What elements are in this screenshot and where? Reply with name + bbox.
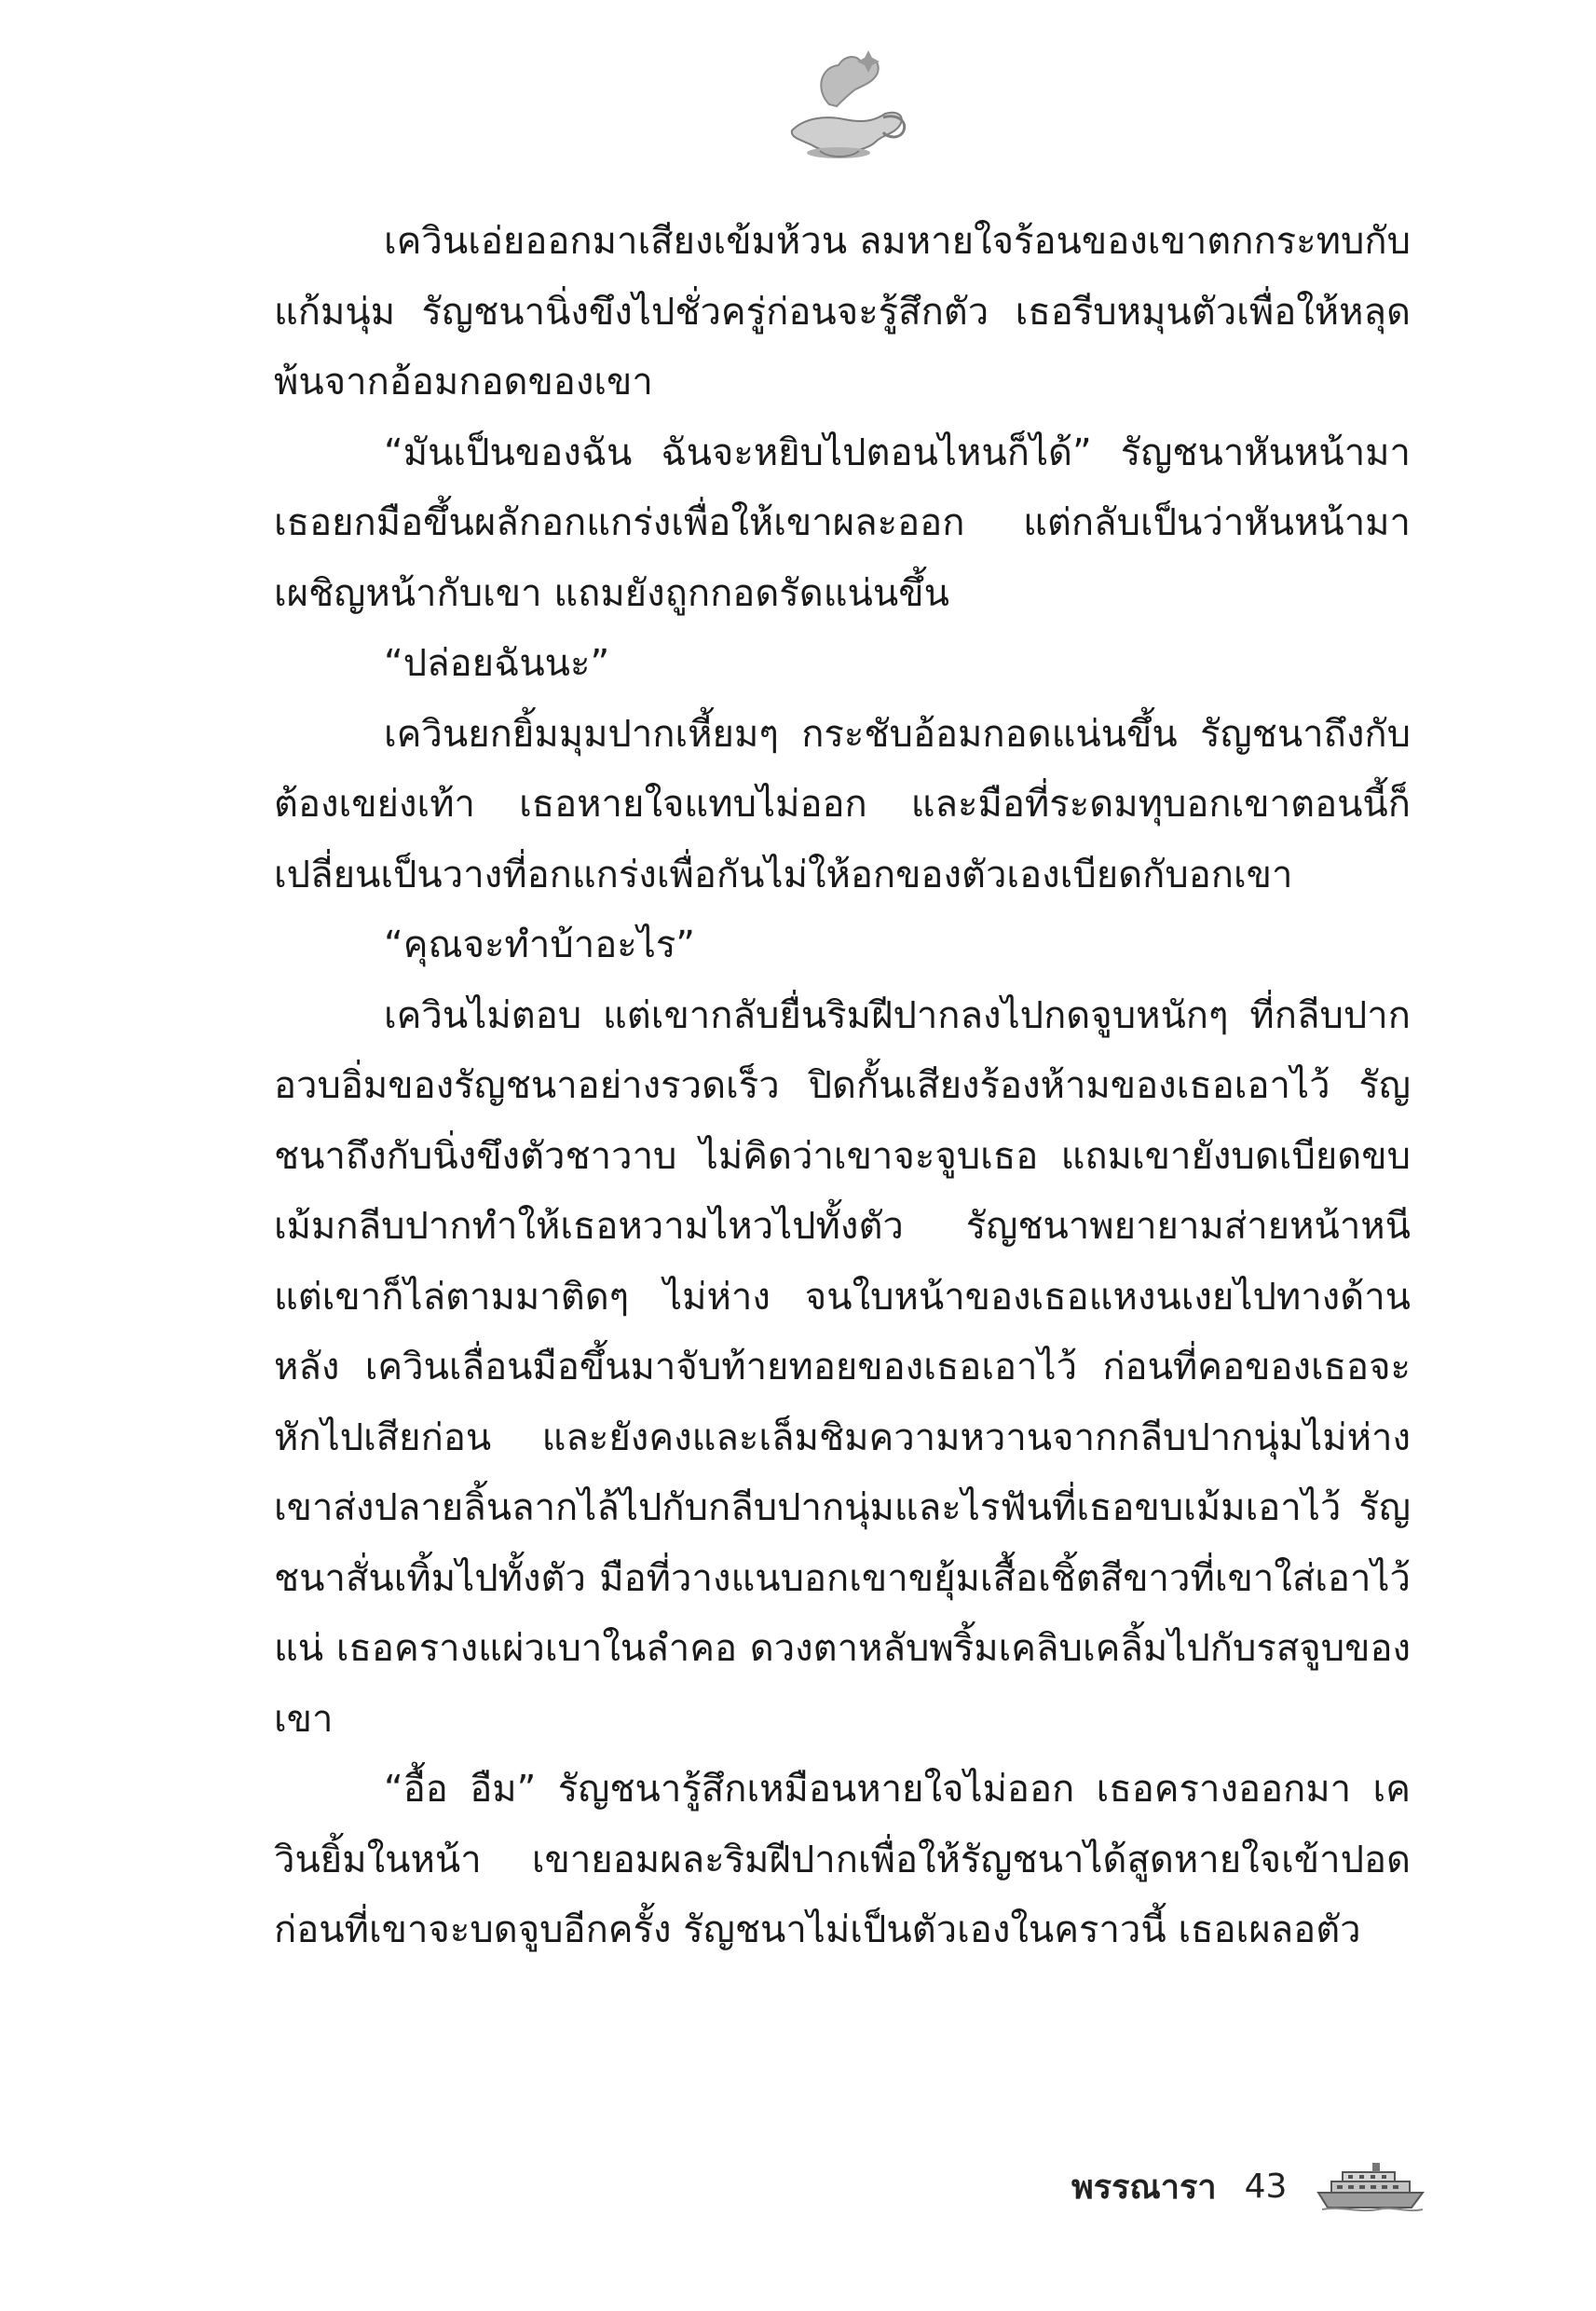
page-number: 43 xyxy=(1244,2167,1288,2206)
footer-author-title: พรรณารา xyxy=(1071,2167,1217,2207)
ship-icon xyxy=(1315,2159,1426,2213)
paragraph: “คุณจะทำบ้าอะไร” xyxy=(384,923,696,966)
paragraph: เควินเอ่ยออกมาเสียงเข้มห้วน ลมหายใจร้อนของเขาตกกระทบกับแก้มนุ่ม รัญชนานิ่งขึงไปชั่วครู่ก่อนจะรู้สึกตัว เธอรีบหมุนตัวเพื่อให้หลุดพ้นจากอ้อมกอดของเขา xyxy=(274,220,1411,403)
lamp-ornament-icon xyxy=(764,48,913,170)
paragraph: “อื้อ อืม” รัญชนารู้สึกเหมือนหายใจไม่ออก เธอครางออกมา เควินยิ้มในหน้า เขายอมผละริมฝีปากเพื่อให้รัญชนาได้สูดหายใจเข้าปอดก่อนที่เขาจะบดจูบอีกครั้ง รัญชนาไม่เป็นตัวเองในคราวนี้ เธอเผลอตัว xyxy=(274,1768,1411,1951)
page-footer xyxy=(1071,2158,1426,2214)
paragraph: เควินไม่ตอบ แต่เขากลับยื่นริมฝีปากลงไปกดจูบหนักๆ ที่กลีบปากอวบอิ่มของรัญชนาอย่างรวดเร็ว ปิดกั้นเสียงร้องห้ามของเธอเอาไว้ รัญชนาถึงกับนิ่งขึงตัวชาวาบ ไม่คิดว่าเขาจะจูบเธอ แถมเขายังบดเบียดขบเม้มกลีบปากทำให้เธอหวามไหวไปทั้งตัว รัญชนาพยายามส่ายหน้าหนี แต่เขาก็ไล่ตามมาติดๆ ไม่ห่าง จนใบหน้าของเธอแหงนเงยไปทางด้านหลัง เควินเลื่อนมือขึ้นมาจับท้ายทอยของเธอเอาไว้ ก่อนที่คอของเธอจะหักไปเสียก่อน และยังคงและเล็มชิมความหวานจากกลีบปากนุ่มไม่ห่าง เขาส่งปลายลิ้นลากไล้ไปกับกลีบปากนุ่มและไรฟันที่เธอขบเม้มเอาไว้ รัญชนาสั่นเทิ้มไปทั้งตัว มือที่วางแนบอกเขาขยุ้มเสื้อเชิ้ตสีขาวที่เขาใส่เอาไว้แน่ เธอครางแผ่วเบาในลำคอ ดวงตาหลับพริ้มเคลิบเคลิ้มไปกับรสจูบของเขา xyxy=(274,993,1411,1741)
body-text xyxy=(274,207,1411,1966)
paragraph: “มันเป็นของฉัน ฉันจะหยิบไปตอนไหนก็ได้” รัญชนาหันหน้ามา เธอยกมือขึ้นผลักอกแกร่งเพื่อให้เขาผละออก แต่กลับเป็นว่าหันหน้ามาเผชิญหน้ากับเขา แถมยังถูกกอดรัดแน่นขึ้น xyxy=(274,431,1411,615)
paragraph: เควินยกยิ้มมุมปากเหี้ยมๆ กระชับอ้อมกอดแน่นขึ้น รัญชนาถึงกับต้องเขย่งเท้า เธอหายใจแทบไม่ออก และมือที่ระดมทุบอกเขาตอนนี้ก็เปลี่ยนเป็นวางที่อกแกร่งเพื่อกันไม่ให้อกของตัวเองเบียดกับอกเขา xyxy=(274,712,1411,896)
paragraph: “ปล่อยฉันนะ” xyxy=(384,642,610,685)
